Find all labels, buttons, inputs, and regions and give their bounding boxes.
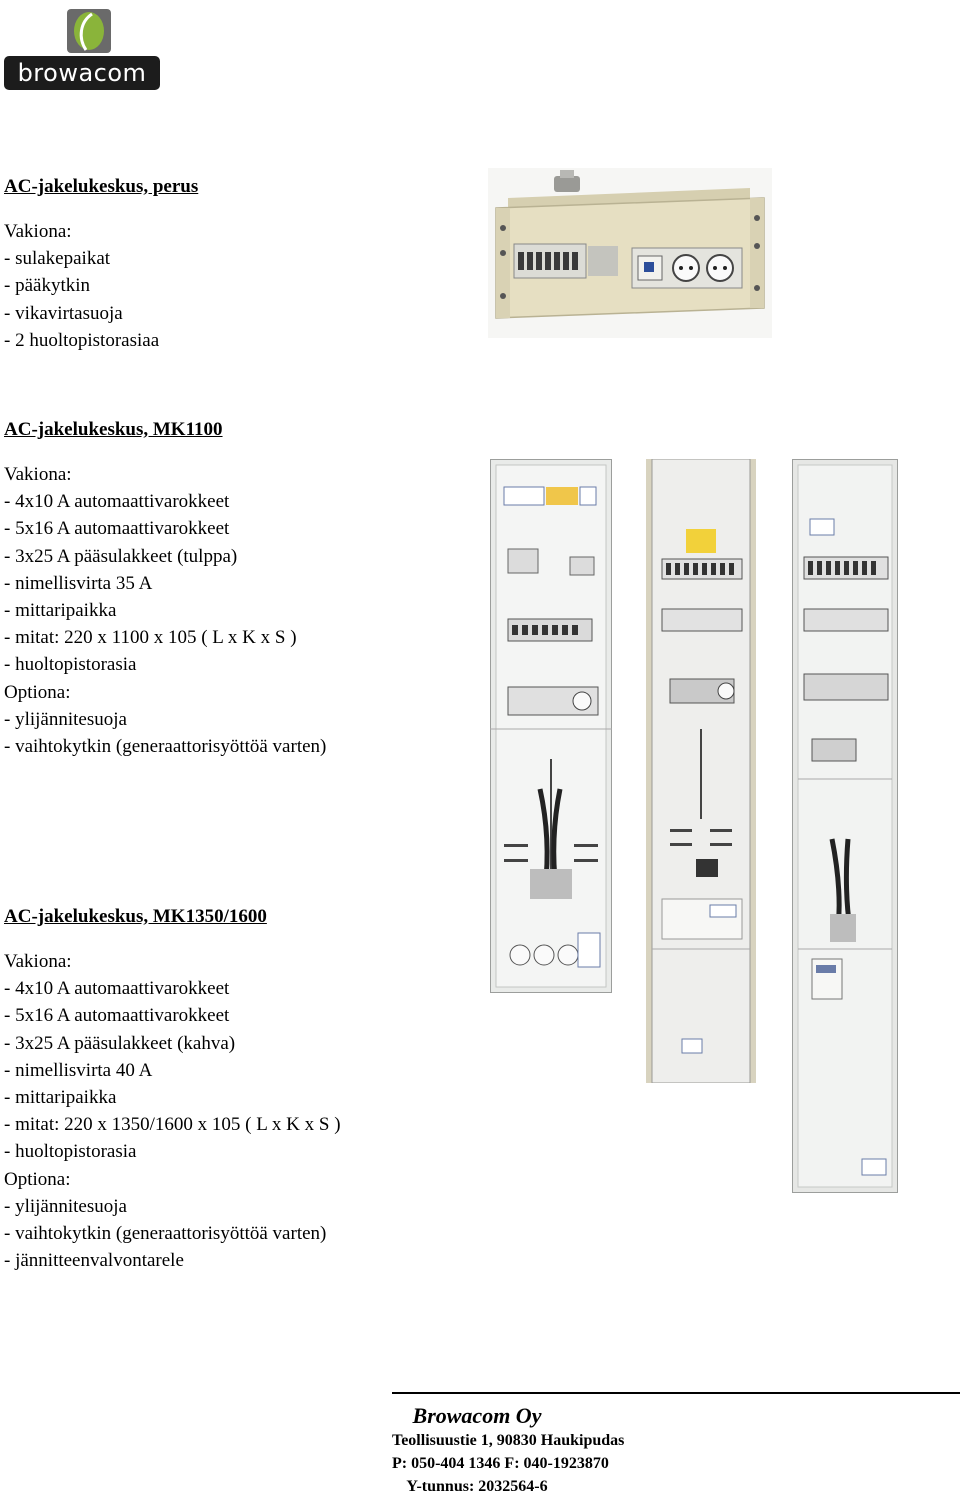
list-item: - 3x25 A pääsulakkeet (tulppa)	[4, 545, 238, 567]
mk1100-cabinet-photo	[490, 459, 612, 993]
footer-divider	[392, 1392, 960, 1394]
list-item: - sulakepaikat	[4, 248, 111, 270]
list-item: - mittaripaikka	[4, 1087, 117, 1109]
leaf-icon	[66, 8, 112, 54]
list-item: - huoltopistorasia	[4, 654, 137, 676]
logo-wordmark	[4, 56, 160, 90]
list-item: - vaihtokytkin (generaattorisyöttöä varten)	[4, 736, 327, 758]
logo-text: browacom	[17, 59, 147, 87]
section-mk1100	[4, 416, 474, 760]
standard-label: Vakiona:	[4, 951, 72, 972]
footer-phone: P: 050-404 1346 F: 040-1923870	[392, 1455, 609, 1472]
list-item: - 4x10 A automaattivarokkeet	[4, 978, 230, 1000]
list-item: - mitat: 220 x 1350/1600 x 105 ( L x K x S )	[4, 1114, 341, 1136]
optional-label: Optiona:	[4, 681, 71, 703]
list-item: - vikavirtasuoja	[4, 302, 123, 324]
list-item: - nimellisvirta 35 A	[4, 572, 153, 594]
section-title: AC-jakelukeskus, MK1350/1600	[4, 906, 267, 927]
rack-panel-photo	[488, 168, 772, 338]
list-item: - jännitteenvalvontarele	[4, 1250, 184, 1272]
list-item: - 4x10 A automaattivarokkeet	[4, 491, 230, 513]
list-item: - ylijännitesuoja	[4, 708, 127, 730]
list-item: - huoltopistorasia	[4, 1141, 137, 1163]
list-item: - ylijännitesuoja	[4, 1195, 127, 1217]
optional-label: Optiona:	[4, 1168, 71, 1190]
section-title: AC-jakelukeskus, MK1100	[4, 419, 223, 440]
mk1600-cabinet-photo	[792, 459, 898, 1193]
list-item: - nimellisvirta 40 A	[4, 1059, 153, 1081]
section-title: AC-jakelukeskus, perus	[4, 176, 199, 197]
list-item: - mitat: 220 x 1100 x 105 ( L x K x S )	[4, 627, 297, 649]
footer-business-id: Y-tunnus: 2032564-6	[406, 1478, 548, 1495]
list-item: - mittaripaikka	[4, 600, 117, 622]
list-item: - vaihtokytkin (generaattorisyöttöä varten)	[4, 1223, 327, 1245]
section-mk1350	[4, 903, 474, 1274]
standard-label: Vakiona:	[4, 464, 72, 485]
list-item: - 3x25 A pääsulakkeet (kahva)	[4, 1032, 236, 1054]
mk1350-cabinet-photo	[646, 459, 756, 1083]
list-item: - pääkytkin	[4, 275, 91, 297]
browacom-logo	[4, 6, 160, 90]
footer-company: Browacom Oy	[412, 1403, 542, 1428]
footer-address: Teollisuustie 1, 90830 Haukipudas	[392, 1432, 625, 1449]
section-perus	[4, 173, 474, 354]
list-item: - 2 huoltopistorasiaa	[4, 329, 160, 351]
list-item: - 5x16 A automaattivarokkeet	[4, 1005, 230, 1027]
footer	[392, 1403, 625, 1498]
list-item: - 5x16 A automaattivarokkeet	[4, 518, 230, 540]
standard-label: Vakiona:	[4, 221, 72, 242]
